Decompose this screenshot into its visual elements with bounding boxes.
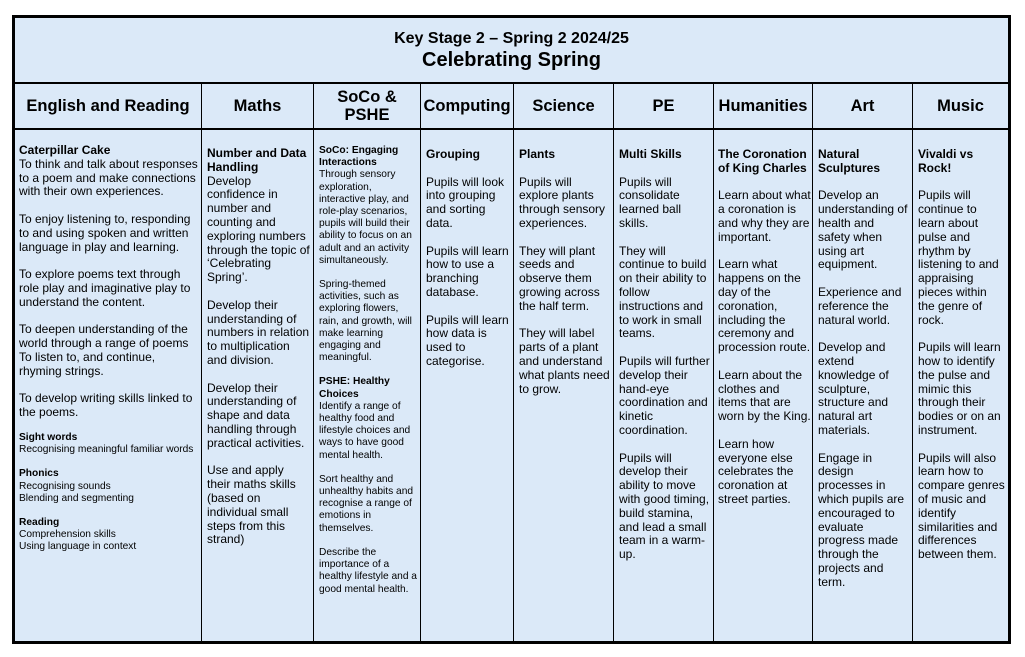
soco-paragraph: Spring-themed activities, such as exploring flowers, rain, and growth, will make learning engaging and meaningful.: [319, 279, 412, 364]
curriculum-overview-table: [12, 15, 1011, 644]
sight-words-heading: Sight words: [19, 431, 78, 443]
music-heading: Vivaldi vs Rock!: [918, 147, 974, 175]
maths-cell: [204, 131, 313, 641]
music-cell: [915, 131, 1008, 641]
music-paragraph: Pupils will learn how to identify the pulse and mimic this through their bodies or on an instrument.: [918, 340, 1001, 437]
header-music: Music: [937, 97, 984, 115]
computing-cell: [423, 131, 513, 641]
science-paragraph: Pupils will explore plants through sensory experiences.: [519, 174, 606, 230]
soco-heading: SoCo: Engaging Interactions: [319, 145, 399, 169]
column-divider: [420, 84, 421, 641]
computing-paragraph: Pupils will learn how to use a branching database.: [426, 243, 509, 299]
maths-paragraph: Develop their understanding of numbers in relation to multiplication and division.: [207, 297, 310, 367]
header-art: Art: [850, 97, 875, 115]
list-item: Comprehension skills: [19, 529, 116, 541]
humanities-cell: [715, 131, 812, 641]
english-paragraph: To enjoy listening to, responding to and using spoken and written language in play and learning.: [19, 211, 191, 254]
maths-heading: Number and Data Handling: [207, 146, 307, 174]
art-paragraph: Develop and extend knowledge of sculpture, structure and natural art materials.: [818, 340, 889, 437]
music-paragraph: Pupils will also learn how to compare genres of music and identify similarities and differences between them.: [918, 450, 1005, 562]
header-english: English and Reading: [26, 97, 190, 115]
header-humanities: Humanities: [718, 97, 808, 115]
english-paragraph: To explore poems text through role play and imaginative play to understand the content.: [19, 267, 191, 309]
topic-title: Celebrating Spring: [422, 49, 601, 71]
art-paragraph: Engage in design processes in which pupils are encouraged to evaluate progress made through the projects and term.: [818, 450, 905, 589]
header-soco-pshe: SoCo & PSHE: [337, 88, 397, 124]
art-paragraph: Experience and reference the natural world.: [818, 284, 902, 327]
pe-paragraph: Pupils will develop their ability to move with good timing, build stamina, and lead a small team in a warm-up.: [619, 450, 710, 562]
column-divider: [713, 84, 714, 641]
science-cell: [516, 131, 613, 641]
column-divider: [613, 84, 614, 641]
english-paragraph: To deepen understanding of the world through a range of poems: [19, 322, 189, 351]
art-heading: Natural Sculptures: [818, 147, 881, 175]
humanities-paragraph: Learn about what a coronation is and why they are important.: [718, 188, 811, 244]
list-item: Recognising meaningful familiar words: [19, 444, 194, 456]
music-paragraph: Pupils will continue to learn about pulse and rhythm by listening to and appraising pieces within the genre of rock.: [918, 188, 999, 327]
pshe-heading: PSHE: Healthy Choices: [319, 376, 390, 400]
column-divider: [201, 84, 202, 641]
title-band: [15, 18, 1008, 84]
computing-heading: Grouping: [426, 147, 480, 161]
art-paragraph: Develop an understanding of health and safety when using art equipment.: [818, 188, 908, 272]
maths-paragraph: Develop confidence in number and counting and exploring numbers through the topic of ‘Celebrating Spring’.: [207, 173, 310, 285]
pshe-paragraph: Identify a range of healthy food and lifestyle choices and ways to have good mental health.: [319, 400, 411, 461]
reading-heading: Reading: [19, 516, 60, 528]
science-paragraph: They will label parts of a plant and understand what plants need to grow.: [519, 326, 610, 396]
computing-paragraph: Pupils will look into grouping and sorting data.: [426, 174, 505, 230]
header-maths: Maths: [233, 97, 282, 115]
humanities-paragraph: Learn how everyone else celebrates the coronation at street parties.: [718, 436, 794, 506]
pe-paragraph: Pupils will further develop their hand-eye coordination and kinetic coordination.: [619, 353, 710, 437]
soco-paragraph: Through sensory exploration, interactive play, and role-play scenarios, pupils will build their ability to focus on an adult and an activity simultaneously.: [319, 169, 412, 266]
column-divider: [513, 84, 514, 641]
pe-cell: [616, 131, 713, 641]
column-divider: [912, 84, 913, 641]
column-divider: [313, 84, 314, 641]
list-item: Using language in context: [19, 541, 137, 553]
humanities-paragraph: Learn what happens on the day of the coronation, including the ceremony and procession route.: [718, 257, 811, 355]
art-cell: [815, 131, 912, 641]
humanities-heading: The Coronation of King Charles: [718, 147, 807, 175]
english-paragraph: To think and talk about responses to a poem and make connections with their own experiences.: [19, 156, 198, 199]
computing-paragraph: Pupils will learn how data is used to categorise.: [426, 312, 509, 368]
list-item: Blending and segmenting: [19, 492, 134, 504]
phonics-heading: Phonics: [19, 468, 59, 480]
english-heading: Caterpillar Cake: [19, 143, 111, 157]
pshe-paragraph: Sort healthy and unhealthy habits and recognise a range of emotions in themselves.: [319, 473, 414, 534]
pe-paragraph: Pupils will consolidate learned ball skills.: [619, 174, 682, 230]
humanities-paragraph: Learn about the clothes and items that are worn by the King.: [718, 367, 811, 424]
subject-header-row: [15, 84, 1008, 130]
english-cell: [16, 131, 201, 641]
list-item: Recognising sounds: [19, 480, 111, 492]
key-stage-title: Key Stage 2 – Spring 2 2024/25: [394, 30, 629, 47]
maths-paragraph: Develop their understanding of shape and data handling through practical activities.: [207, 380, 305, 450]
column-divider: [812, 84, 813, 641]
pe-paragraph: They will continue to build on their ability to follow instructions and to work in small teams.: [619, 243, 707, 341]
header-science: Science: [532, 97, 595, 115]
pe-heading: Multi Skills: [619, 147, 682, 161]
maths-paragraph: Use and apply their maths skills (based on individual small steps from this strand): [207, 463, 296, 547]
science-paragraph: They will plant seeds and observe them growing across the half term.: [519, 243, 600, 313]
header-pe: PE: [652, 97, 675, 115]
soco-pshe-cell: [316, 131, 420, 641]
pshe-paragraph: Describe the importance of a healthy lifestyle and a good mental health.: [319, 546, 417, 595]
header-computing: Computing: [423, 97, 511, 115]
english-paragraph: To listen to, and continue, rhyming strings.: [19, 349, 156, 378]
english-paragraph: To develop writing skills linked to the poems.: [19, 391, 193, 420]
science-heading: Plants: [519, 147, 556, 161]
